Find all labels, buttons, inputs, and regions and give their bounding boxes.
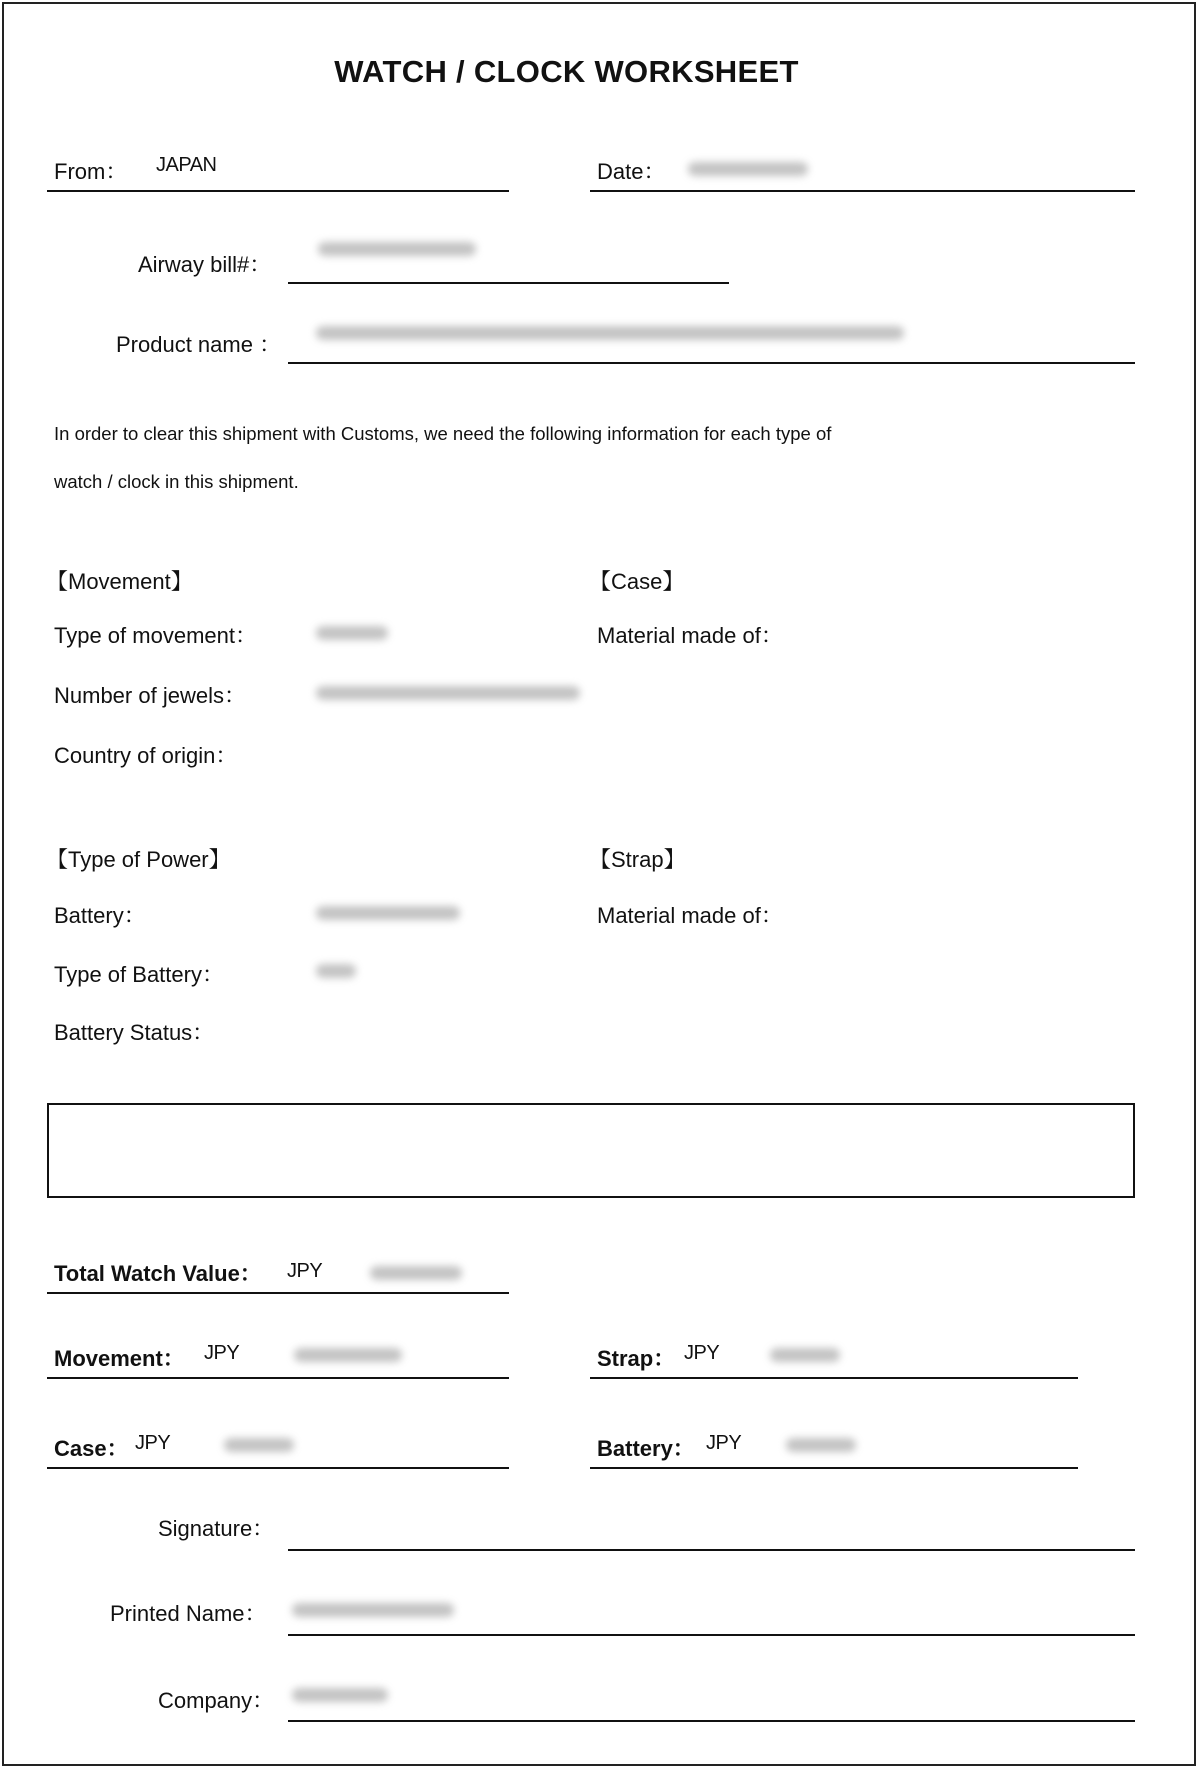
strap-currency: JPY xyxy=(684,1342,720,1364)
strap-material-label: Material made of： xyxy=(597,903,783,928)
case-material-label: Material made of： xyxy=(597,623,783,648)
product-name-field-line[interactable] xyxy=(288,362,1135,364)
signature-line[interactable] xyxy=(288,1549,1135,1551)
movement-type-value-redacted xyxy=(316,626,388,640)
date-field-line[interactable] xyxy=(590,190,1135,192)
strap-value-redacted xyxy=(770,1348,840,1362)
battery-type-label: Type of Battery： xyxy=(54,962,224,987)
date-value-redacted xyxy=(688,162,808,176)
case-value-label: Case： xyxy=(54,1436,129,1461)
jewels-label: Number of jewels： xyxy=(54,683,246,708)
jewels-value-redacted xyxy=(316,686,580,700)
movement-heading: 【Movement】 xyxy=(46,569,193,594)
case-value-redacted xyxy=(224,1438,294,1452)
power-heading: 【Type of Power】 xyxy=(46,847,231,872)
product-name-value-redacted xyxy=(316,326,904,340)
case-heading: 【Case】 xyxy=(589,569,685,594)
company-line[interactable] xyxy=(288,1720,1135,1722)
strap-value-line[interactable] xyxy=(590,1377,1078,1379)
battery-currency: JPY xyxy=(706,1432,742,1454)
battery-status-label: Battery Status： xyxy=(54,1020,215,1045)
total-value-redacted xyxy=(370,1266,462,1280)
company-label: Company： xyxy=(158,1688,275,1713)
product-name-label: Product name ： xyxy=(116,332,282,357)
from-value: JAPAN xyxy=(156,154,217,176)
movement-value-line[interactable] xyxy=(47,1377,509,1379)
battery-value-redacted xyxy=(786,1438,856,1452)
total-value-line[interactable] xyxy=(47,1292,509,1294)
total-value-label: Total Watch Value： xyxy=(54,1261,262,1286)
airway-bill-field-line[interactable] xyxy=(288,282,729,284)
case-value-line[interactable] xyxy=(47,1467,509,1469)
notes-box[interactable] xyxy=(47,1103,1135,1198)
movement-value-redacted xyxy=(294,1348,402,1362)
printed-name-label: Printed Name： xyxy=(110,1601,267,1626)
battery-type-value-redacted xyxy=(316,964,356,978)
battery-value-redacted xyxy=(316,906,460,920)
origin-label: Country of origin： xyxy=(54,743,238,768)
strap-heading: 【Strap】 xyxy=(589,847,686,872)
movement-type-label: Type of movement： xyxy=(54,623,257,648)
printed-name-value-redacted xyxy=(292,1603,454,1617)
date-label: Date： xyxy=(597,159,666,184)
intro-line-2: watch / clock in this shipment. xyxy=(54,471,299,492)
page-title: WATCH / CLOCK WORKSHEET xyxy=(334,54,799,89)
company-value-redacted xyxy=(292,1688,388,1702)
strap-value-label: Strap： xyxy=(597,1346,676,1371)
movement-currency: JPY xyxy=(204,1342,240,1364)
total-currency: JPY xyxy=(287,1260,323,1282)
airway-bill-label: Airway bill#： xyxy=(138,252,272,277)
printed-name-line[interactable] xyxy=(288,1634,1135,1636)
airway-bill-value-redacted xyxy=(318,242,476,256)
battery-value-label: Battery： xyxy=(597,1436,695,1461)
movement-value-label: Movement： xyxy=(54,1346,185,1371)
from-field-line[interactable] xyxy=(47,190,509,192)
battery-value-line[interactable] xyxy=(590,1467,1078,1469)
battery-label: Battery： xyxy=(54,903,146,928)
intro-line-1: In order to clear this shipment with Customs, we need the following information for each type of xyxy=(54,423,832,444)
from-label: From： xyxy=(54,159,128,184)
case-currency: JPY xyxy=(135,1432,171,1454)
signature-label: Signature： xyxy=(158,1516,275,1541)
